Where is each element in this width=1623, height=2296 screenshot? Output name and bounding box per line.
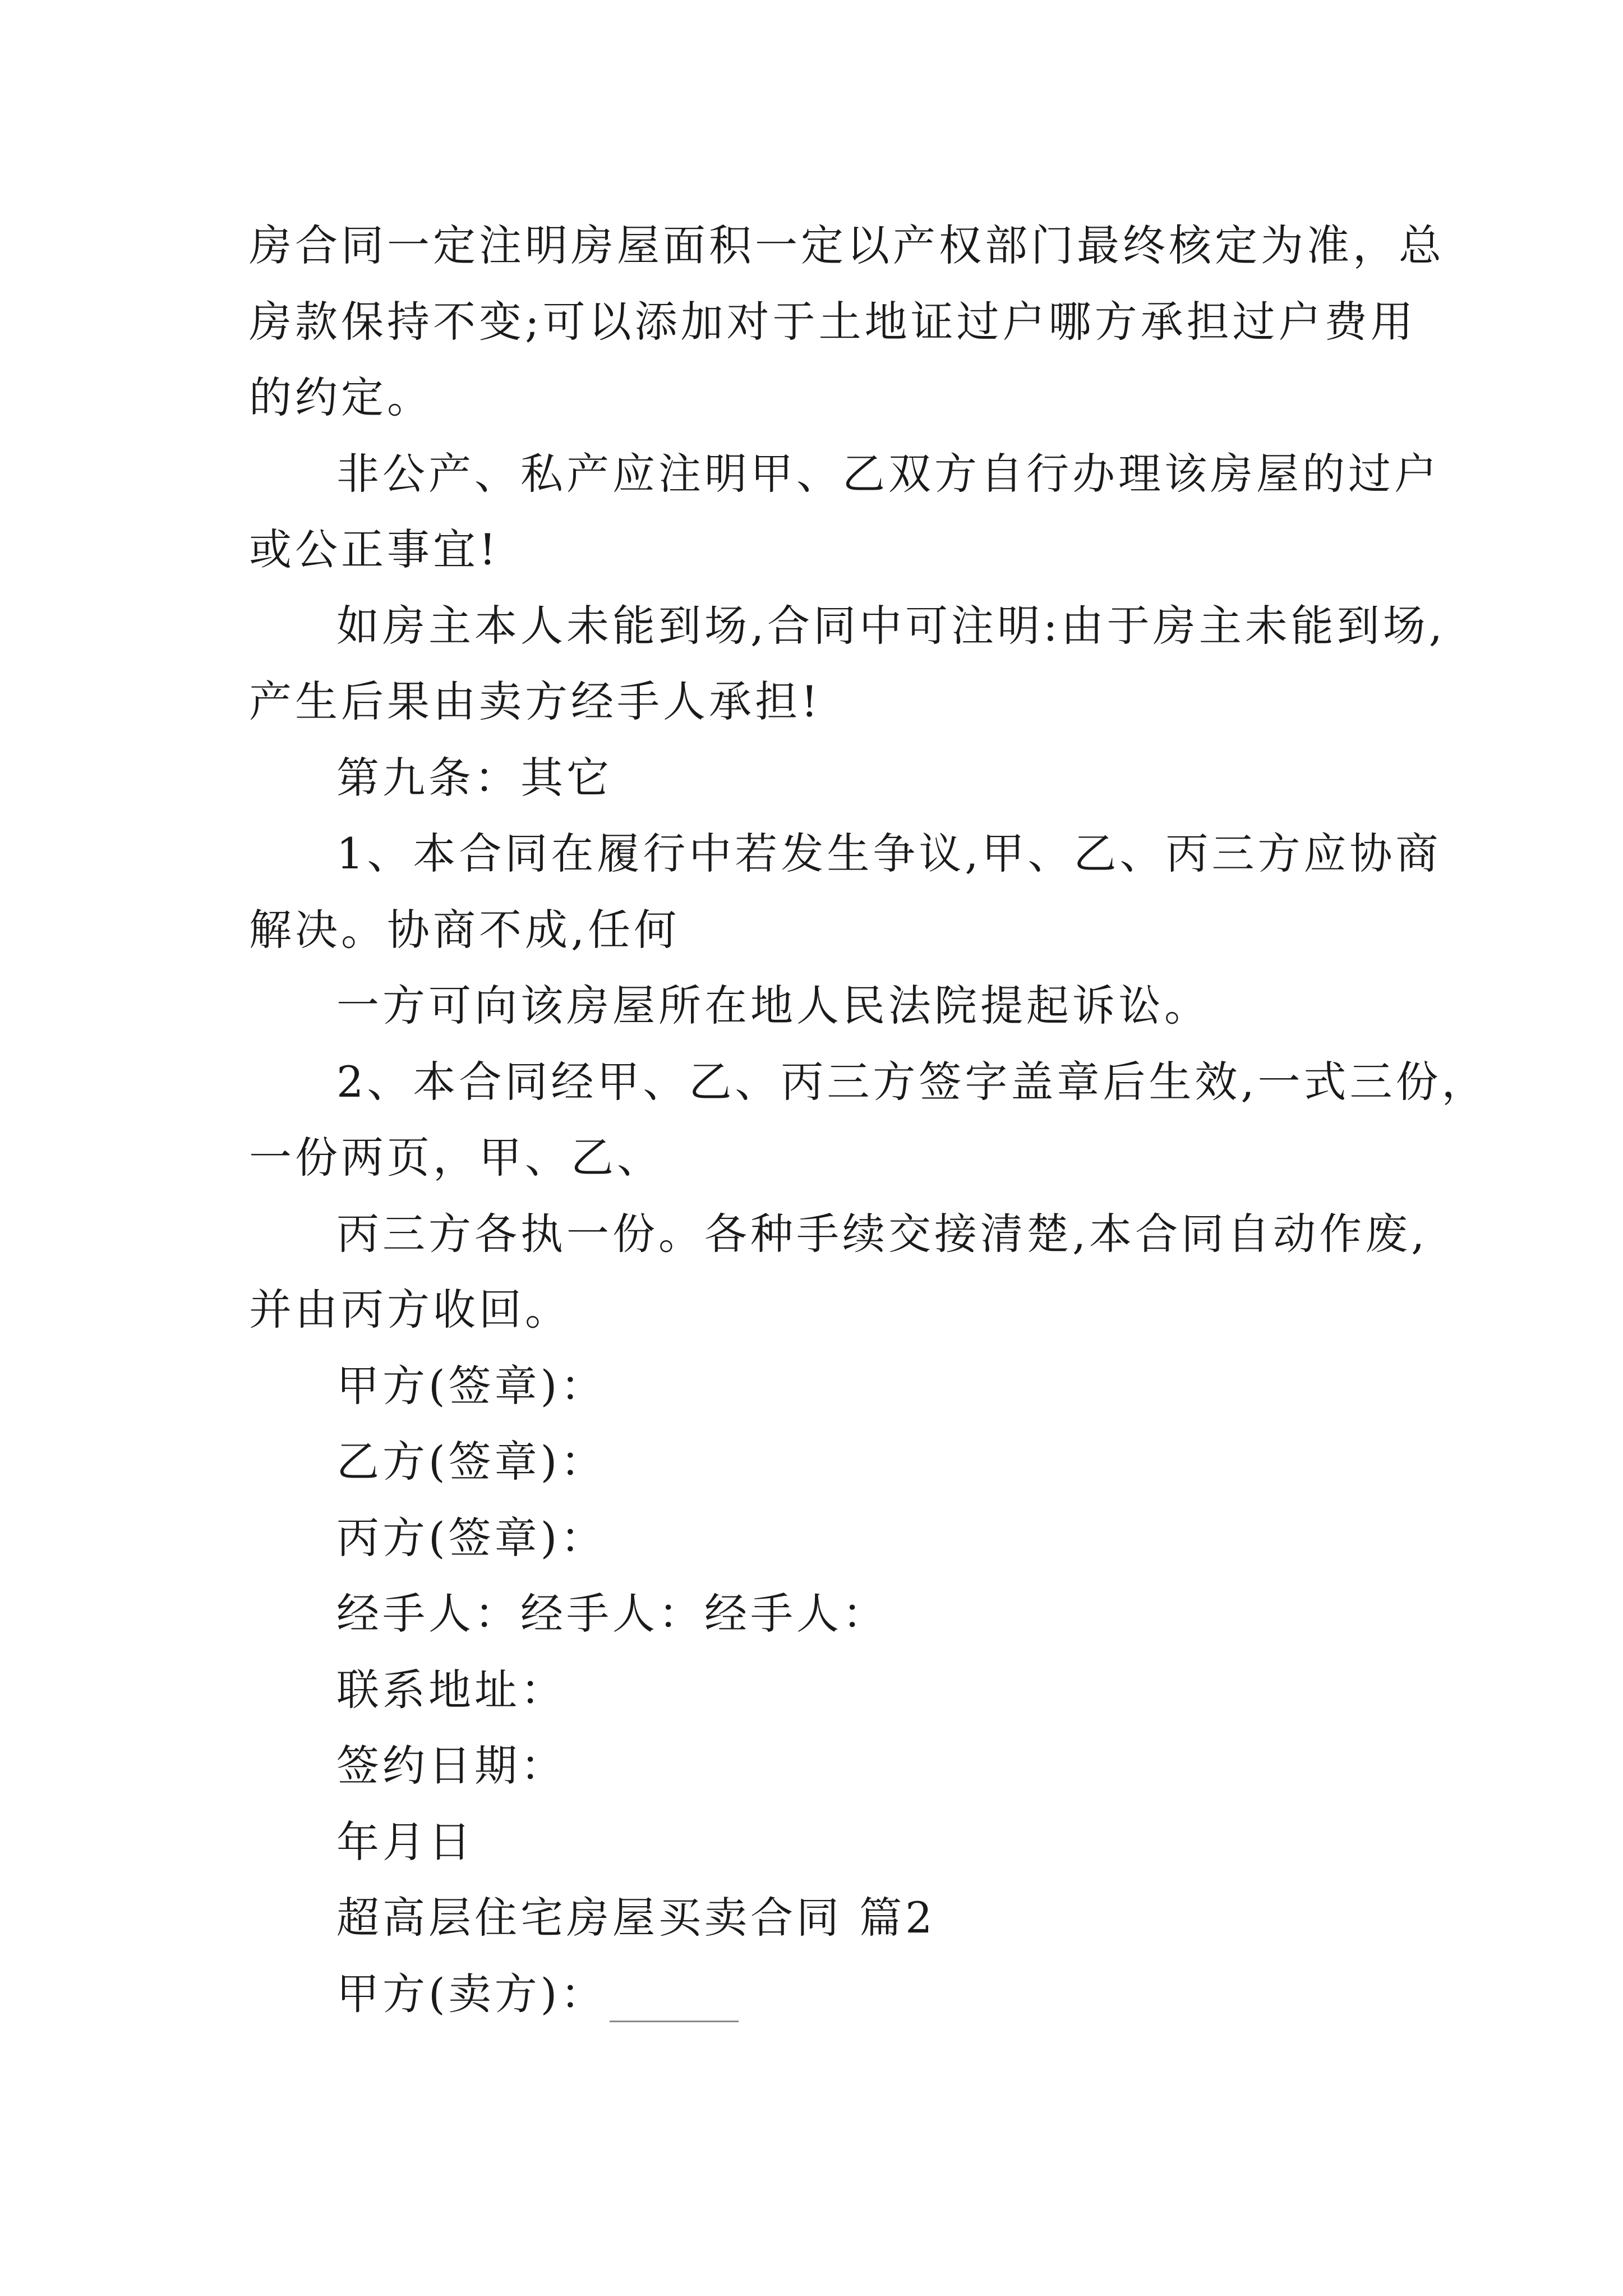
paragraph-line: 1、本合同在履行中若发生争议,甲、乙、丙三方应协商 [336, 829, 1442, 878]
paragraph-line: 或公正事宜! [249, 524, 500, 574]
seller-label: 甲方(卖方)： [336, 1969, 607, 2019]
paragraph-line: 并由丙方收回。 [249, 1285, 571, 1335]
paragraph-line: 丙三方各执一份。各种手续交接清楚,本合同自动作废, [336, 1209, 1428, 1259]
section-heading: 第九条：其它 [336, 753, 612, 803]
signature-field-party-a: 甲方(签章)： [336, 1361, 607, 1411]
signing-date-field: 签约日期： [336, 1741, 566, 1791]
paragraph-line: 房款保持不变;可以添加对于土地证过户哪方承担过户费用 [249, 297, 1417, 347]
paragraph-line: 2、本合同经甲、乙、丙三方签字盖章后生效,一式三份， [336, 1057, 1488, 1107]
paragraph-line: 房合同一定注明房屋面积一定以产权部门最终核定为准，总 [249, 220, 1445, 270]
paragraph-line: 产生后果由卖方经手人承担! [249, 677, 822, 726]
contract-title: 超高层住宅房屋买卖合同 篇2 [336, 1893, 936, 1943]
signature-field-party-c: 丙方(签章)： [336, 1513, 607, 1563]
paragraph-line: 如房主本人未能到场,合同中可注明:由于房主未能到场, [336, 601, 1446, 651]
paragraph-line: 一方可向该房屋所在地人民法院提起诉讼。 [336, 981, 1210, 1030]
handler-fields: 经手人：经手人：经手人： [336, 1589, 888, 1639]
signature-field-party-b: 乙方(签章)： [336, 1437, 607, 1487]
contact-address-field: 联系地址： [336, 1665, 566, 1715]
paragraph-line: 非公产、私产应注明甲、乙双方自行办理该房屋的过户 [336, 449, 1440, 499]
seller-field [336, 1966, 739, 2022]
paragraph-line: 解决。协商不成,任何 [249, 905, 680, 955]
seller-blank-underline [610, 1981, 739, 2022]
paragraph-line: 一份两页，甲、乙、 [249, 1133, 663, 1182]
date-line: 年月日 [336, 1817, 474, 1867]
paragraph-line: 的约定。 [249, 372, 433, 422]
